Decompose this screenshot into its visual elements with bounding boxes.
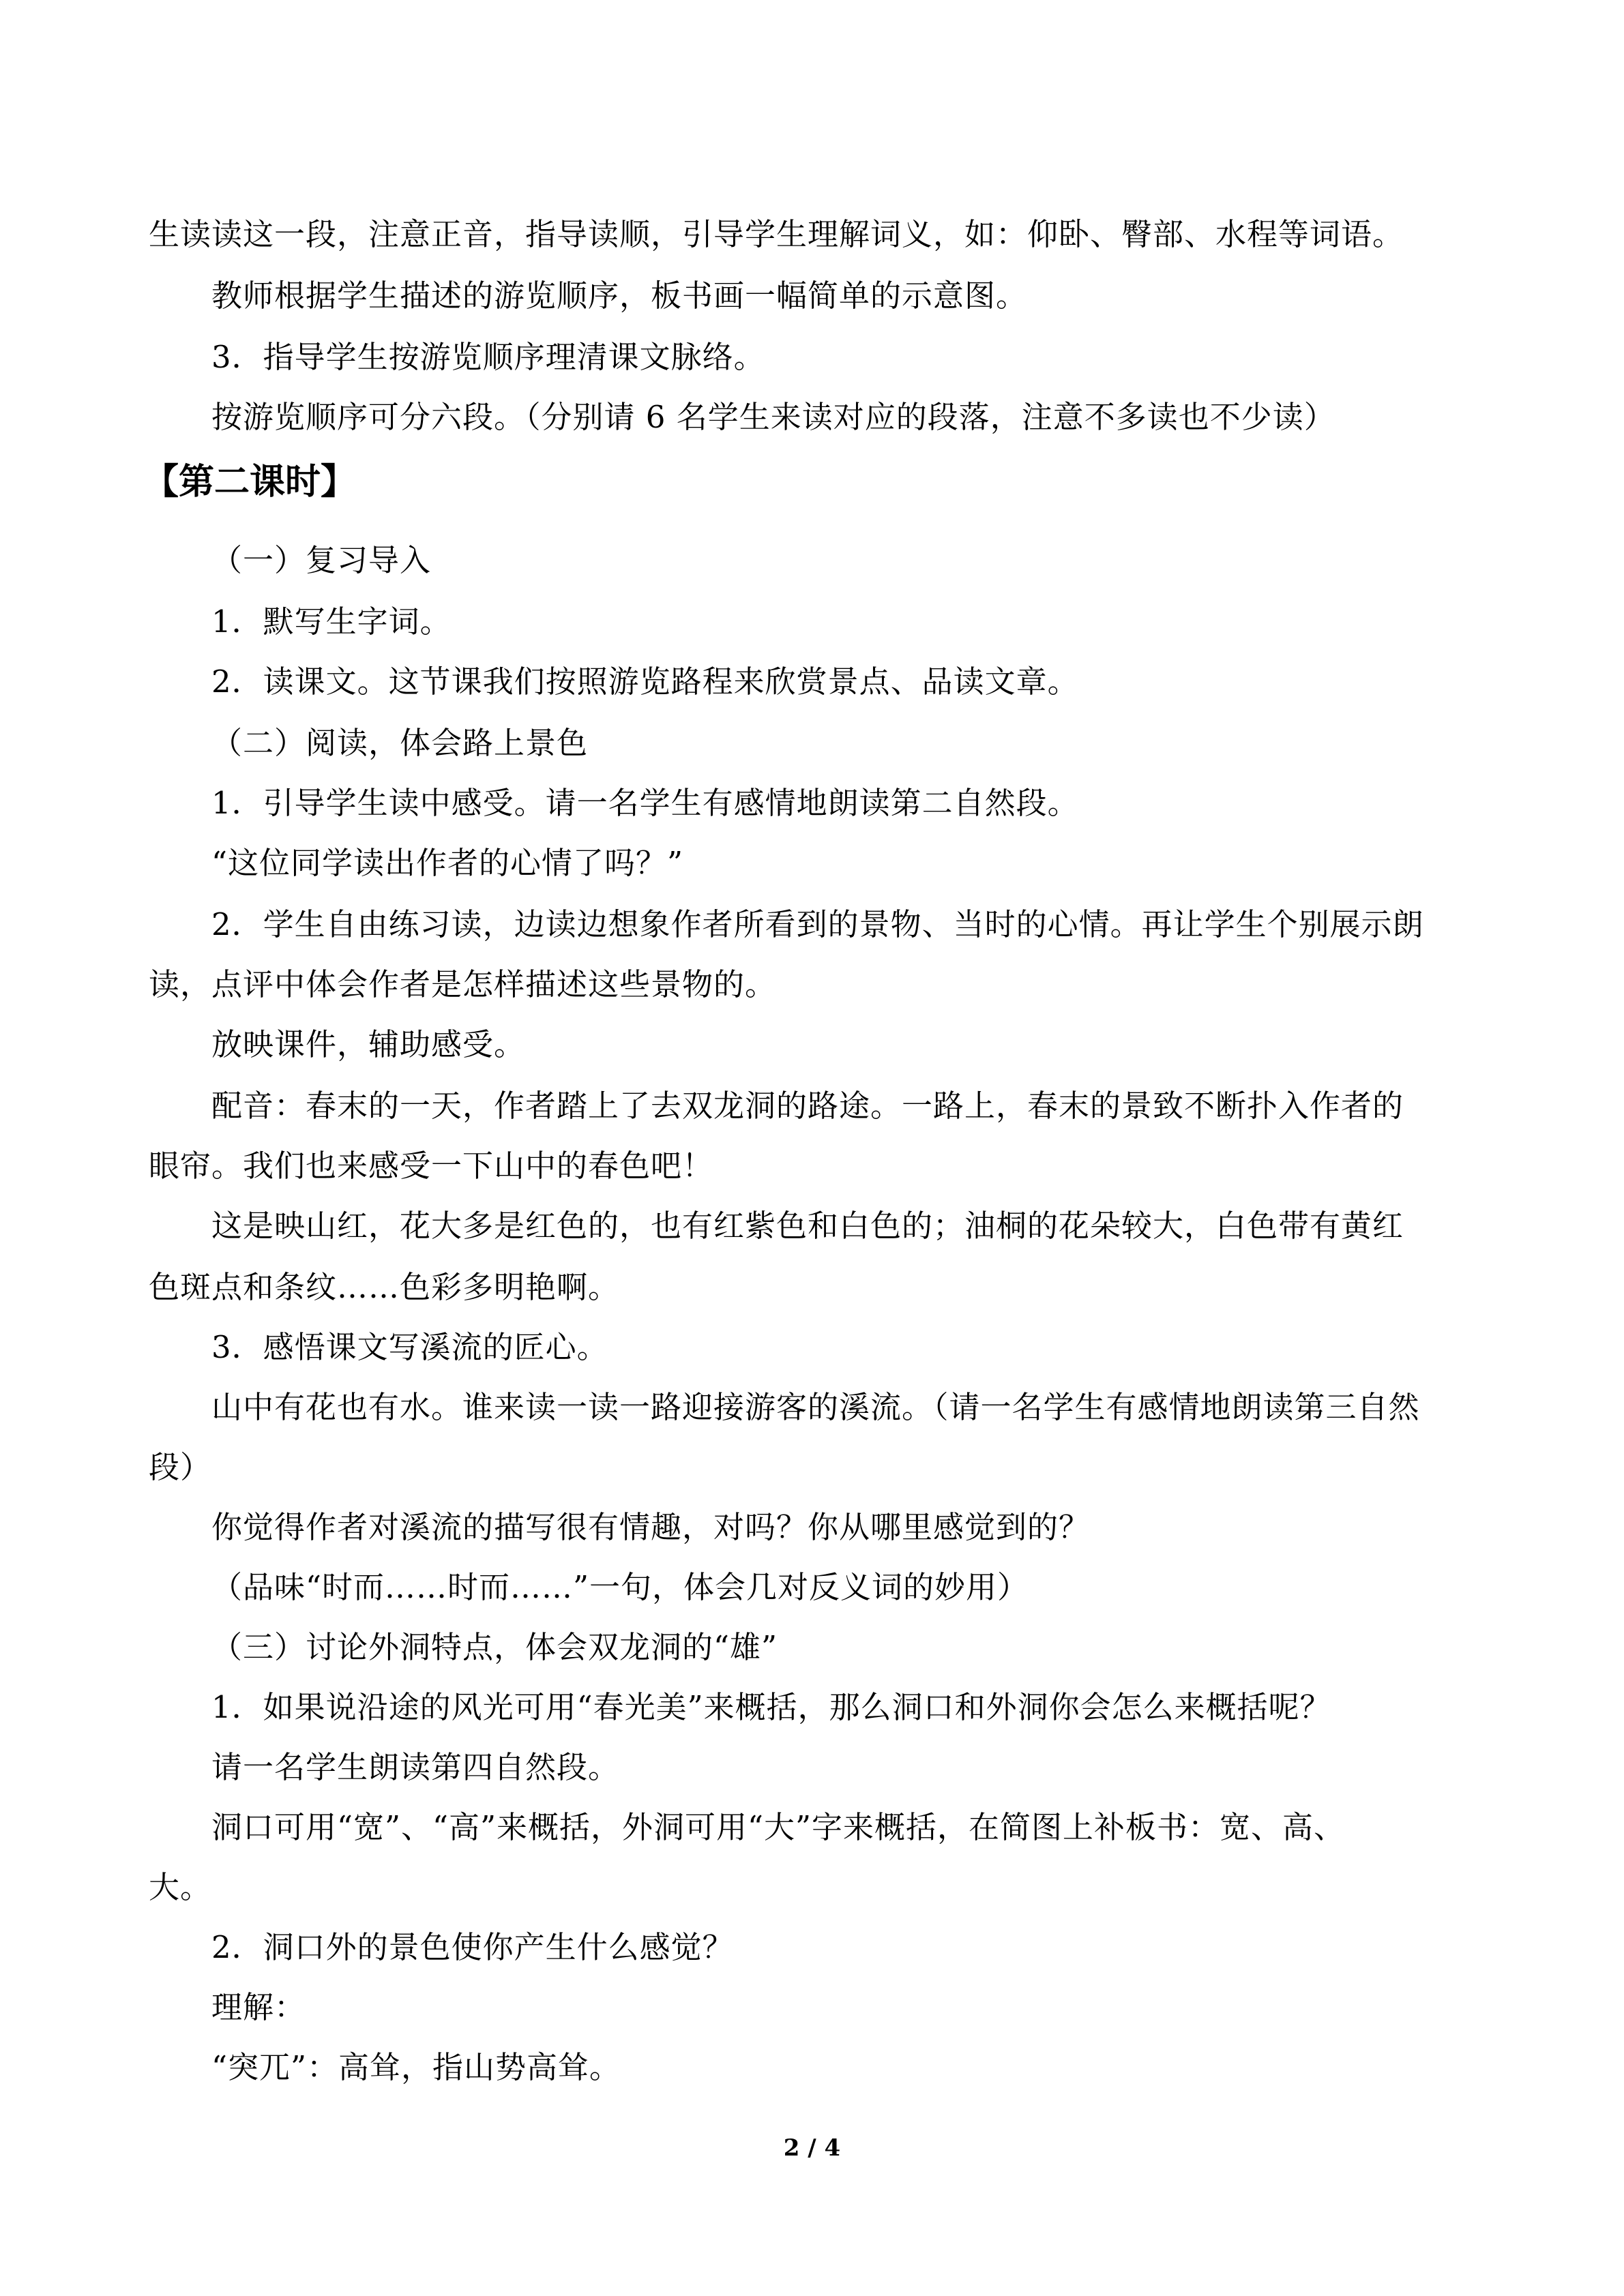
paragraph-line: 3．指导学生按游览顺序理清课文脉络。: [211, 339, 765, 375]
paragraph-line: 按游览顺序可分六段。（分别请 6 名学生来读对应的段落，注意不多读也不少读）: [211, 399, 1335, 435]
paragraph-line: 3．感悟课文写溪流的匠心。: [211, 1329, 608, 1365]
paragraph-line: 配音：春末的一天，作者踏上了去双龙洞的路途。一路上，春末的景致不断扑入作者的: [211, 1088, 1404, 1124]
paragraph-line: 请一名学生朗读第四自然段。: [211, 1749, 620, 1785]
paragraph-line: 2．读课文。这节课我们按照游览路程来欣赏景点、品读文章。: [211, 664, 1079, 700]
paragraph-line: 色斑点和条纹……色彩多明艳啊。: [149, 1269, 620, 1305]
paragraph-line: 生读读这一段，注意正音，指导读顺，引导学生理解词义，如：仰卧、臀部、水程等词语。: [149, 216, 1404, 252]
subsection-title: （二）阅读，体会路上景色: [211, 725, 589, 761]
section-heading: 【第二课时】: [143, 461, 357, 503]
page-number: 2 / 4: [783, 2134, 841, 2162]
paragraph-line: 这是映山红，花大多是红色的，也有红紫色和白色的；油桐的花朵较大，白色带有黄红: [211, 1208, 1404, 1244]
paragraph-line: “这位同学读出作者的心情了吗？”: [211, 845, 684, 881]
paragraph-line: 放映课件，辅助感受。: [211, 1026, 526, 1062]
paragraph-line: 眼帘。我们也来感受一下山中的春色吧！: [149, 1148, 714, 1184]
paragraph-line: 2．学生自由练习读，边读边想象作者所看到的景物、当时的心情。再让学生个别展示朗: [211, 906, 1424, 942]
subsection-title: （一）复习导入: [211, 542, 432, 578]
subsection-title: （三）讨论外洞特点，体会双龙洞的“雄”: [211, 1629, 778, 1665]
paragraph-line: 洞口可用“宽”、“高”来概括，外洞可用“大”字来概括，在简图上补板书：宽、高、: [211, 1809, 1346, 1845]
paragraph-line: 1．引导学生读中感受。请一名学生有感情地朗读第二自然段。: [211, 785, 1079, 821]
paragraph-line: 大。: [149, 1869, 212, 1905]
paragraph-line: 读，点评中体会作者是怎样描述这些景物的。: [149, 966, 777, 1002]
paragraph-line: 1．如果说沿途的风光可用“春光美”来概括，那么洞口和外洞你会怎么来概括呢？: [211, 1689, 1331, 1725]
paragraph-line: （品味“时而……时而……”一句，体会几对反义词的妙用）: [211, 1569, 1029, 1605]
paragraph-line: 教师根据学生描述的游览顺序，板书画一幅简单的示意图。: [211, 278, 1028, 314]
paragraph-line: 山中有花也有水。谁来读一读一路迎接游客的溪流。（请一名学生有感情地朗读第三自然: [211, 1389, 1420, 1425]
paragraph-line: 你觉得作者对溪流的描写很有情趣，对吗？你从哪里感觉到的？: [211, 1509, 1091, 1545]
paragraph-line: “突兀”：高耸，指山势高耸。: [211, 2049, 621, 2085]
paragraph-line: 2．洞口外的景色使你产生什么感觉？: [211, 1929, 734, 1965]
paragraph-line: 1．默写生字词。: [211, 603, 452, 640]
paragraph-line: 段）: [149, 1449, 212, 1485]
paragraph-line: 理解：: [211, 1989, 306, 2025]
